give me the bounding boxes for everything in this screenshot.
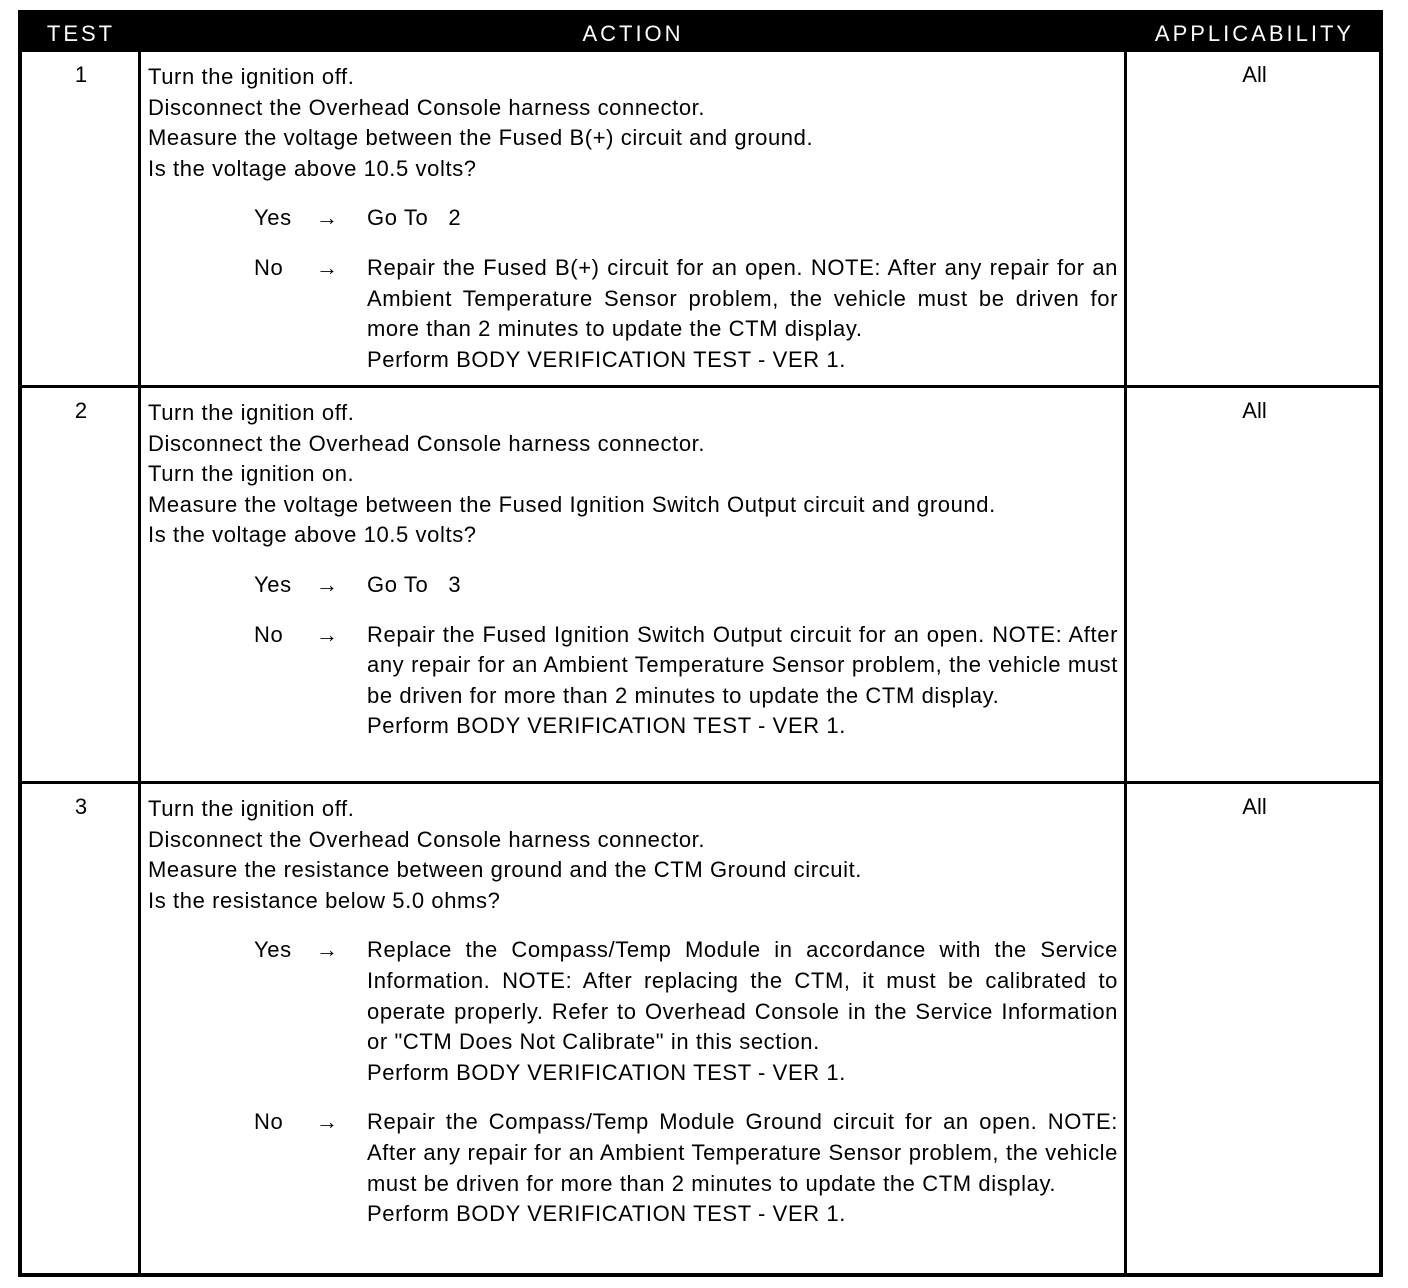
yes-label: Yes xyxy=(254,571,292,597)
arrow-icon: → xyxy=(316,254,339,280)
applicability-value: All xyxy=(1242,794,1267,819)
step-line: Measure the voltage between the Fused B(+) circuit and ground. xyxy=(148,125,814,151)
arrow-icon: → xyxy=(316,937,339,963)
step-line: Turn the ignition off. xyxy=(148,796,355,821)
yes-label: Yes xyxy=(254,937,292,963)
step-line: Disconnect the Overhead Console harness connector. xyxy=(148,430,706,456)
perform-verification: Perform BODY VERIFICATION TEST - VER 1. xyxy=(367,1059,846,1085)
table-row xyxy=(22,784,1379,1277)
diagnostic-table xyxy=(18,10,1383,1277)
arrow-icon: → xyxy=(316,205,339,231)
arrow-icon: → xyxy=(316,621,339,647)
no-result-text: Repair the Fused Ignition Switch Output circuit for an open. NOTE: After any repair for an Ambient Temperature Sensor problem, the vehicle must be driven for more than 2 minutes to update the CTM display. xyxy=(367,621,1118,708)
no-branch xyxy=(148,253,1118,375)
action-cell xyxy=(148,398,1118,742)
yes-result: Go To 2 xyxy=(367,205,462,231)
step-line: Turn the ignition off. xyxy=(148,400,355,425)
no-result xyxy=(367,253,1118,375)
step-line: Disconnect the Overhead Console harness connector. xyxy=(148,94,706,120)
header-applicability: APPLICABILITY xyxy=(1154,21,1355,46)
no-label: No xyxy=(254,254,284,280)
step-line: Turn the ignition off. xyxy=(148,64,355,89)
yes-branch xyxy=(148,935,1118,1088)
action-cell xyxy=(148,794,1118,1230)
no-branch xyxy=(148,1107,1118,1229)
perform-verification: Perform BODY VERIFICATION TEST - VER 1. xyxy=(367,346,846,372)
step-line: Measure the resistance between ground and the CTM Ground circuit. xyxy=(148,857,863,883)
no-result xyxy=(367,1107,1118,1229)
yes-result: Go To 3 xyxy=(367,571,462,597)
no-result-text: Repair the Fused B(+) circuit for an open. NOTE: After any repair for an Ambient Temperature Sensor problem, the vehicle must be driven for more than 2 minutes to update the CTM display. xyxy=(367,254,1118,342)
test-number: 3 xyxy=(74,794,88,819)
yes-branch xyxy=(148,203,1118,234)
yes-branch xyxy=(148,570,1118,601)
yes-result xyxy=(367,935,1118,1088)
test-number: 2 xyxy=(74,398,88,423)
test-number: 1 xyxy=(74,62,88,87)
yes-label: Yes xyxy=(254,205,292,231)
no-branch xyxy=(148,620,1118,742)
arrow-icon: → xyxy=(316,571,339,597)
arrow-icon: → xyxy=(316,1109,339,1135)
applicability-value: All xyxy=(1242,62,1267,87)
no-result-text: Repair the Compass/Temp Module Ground circuit for an open. NOTE: After any repair for an Ambient Temperature Sensor problem, the vehicle must be driven for more than 2 minutes to update the CTM display. xyxy=(367,1109,1118,1196)
table-header xyxy=(22,14,1379,52)
no-label: No xyxy=(254,621,284,647)
step-line: Disconnect the Overhead Console harness connector. xyxy=(148,826,706,852)
step-line: Is the voltage above 10.5 volts? xyxy=(148,155,477,181)
perform-verification: Perform BODY VERIFICATION TEST - VER 1. xyxy=(367,1201,846,1227)
table-row xyxy=(22,388,1379,781)
step-line: Measure the voltage between the Fused Ignition Switch Output circuit and ground. xyxy=(148,491,996,517)
perform-verification: Perform BODY VERIFICATION TEST - VER 1. xyxy=(367,713,846,739)
no-result xyxy=(367,620,1118,742)
action-cell xyxy=(148,62,1118,375)
step-line: Is the voltage above 10.5 volts? xyxy=(148,522,477,548)
no-label: No xyxy=(254,1109,284,1135)
step-line: Turn the ignition on. xyxy=(148,461,355,487)
header-action: ACTION xyxy=(582,21,684,46)
applicability-value: All xyxy=(1242,398,1267,423)
yes-result-text: Replace the Compass/Temp Module in accordance with the Service Information. NOTE: After replacing the CTM, it must be calibrated to operate properly. Refer to Overhead Console in the Service Information or "CTM Does Not Calibrate" in this section. xyxy=(367,937,1118,1055)
table-row xyxy=(22,52,1379,385)
step-line: Is the resistance below 5.0 ohms? xyxy=(148,887,501,913)
header-test: TEST xyxy=(46,21,116,46)
